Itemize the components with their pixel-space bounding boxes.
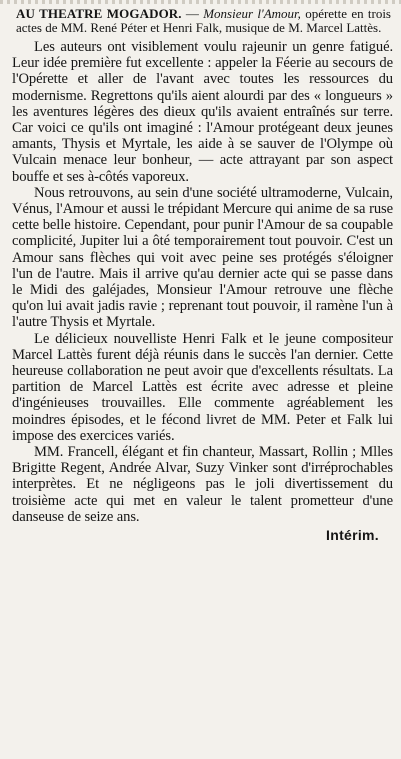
play-title: Monsieur l'Amour, <box>203 6 301 21</box>
paragraph: Le délicieux nouvelliste Henri Falk et le jeune compositeur Marcel Lattès furent déjà réunis dans le succès l'an dernier. Cette heureuse collaboration ne peut avoir que d'excellents résultats. La partition de Marcel Lattès est écrite avec adresse et pleine d'ingénieuses trouvailles. Elle commente agréablement les moindres épisodes, et le fécond livret de MM. Peter et Falk lui impose des exercices variés. <box>12 330 393 444</box>
title-dash: — <box>181 6 204 21</box>
article-header <box>12 7 393 35</box>
author-signature: Intérim. <box>326 527 379 544</box>
article-title: AU THEATRE MOGADOR. <box>16 6 182 21</box>
article-credits: opérette en trois actes de MM. René Péter et Henri Falk, musique de M. Marcel Lattès. <box>16 6 391 35</box>
paragraph: Nous retrouvons, au sein d'une société ultramoderne, Vulcain, Vénus, l'Amour et aussi le trépidant Mercure qui anime de sa ruse cette belle histoire. Cependant, pour punir l'Amour de sa coupable complicité, Jupiter lui a ôté temporairement tout pouvoir. C'est un Amour sans flèches qui voit avec peine ses protégés s'éloigner l'un de l'autre. Mais il arrive qu'au dernier acte qui se passe dans le Midi des galéjades, Monsieur l'Amour retrouve une flèche qu'on lui avait jadis ravie ; reprenant tout pouvoir, il ramène l'un à l'autre Thysis et Myrtale. <box>12 184 393 331</box>
paragraph: Les auteurs ont visiblement voulu rajeunir un genre fatigué. Leur idée première fut excellente : appeler la Féerie au secours de l'Opérette et aller de l'avant avec toutes les ressources du modernisme. Regrettons qu'ils aient alourdi par des « longueurs » les aventures légères des dieux qu'ils avaient entraînés sur terre. Car voici ce qu'ils ont imaginé : l'Amour protégeant deux jeunes amants, Thysis et Myrtale, les aide à se sauver de l'Olympe où Vulcain menace leur bonheur, — acte attrayant par son aspect bouffe et ses à-côtés vaporeux. <box>12 39 393 185</box>
paragraph: MM. Francell, élégant et fin chanteur, Massart, Rollin ; Mlles Brigitte Regent, Andrée Alvar, Suzy Vinker sont d'irréprochables interprètes. Et ne négligeons pas le joli divertissement du troisième acte qui met en valeur le talent prometteur d'une danseuse de seize ans. <box>12 444 393 525</box>
article-body <box>12 39 393 525</box>
